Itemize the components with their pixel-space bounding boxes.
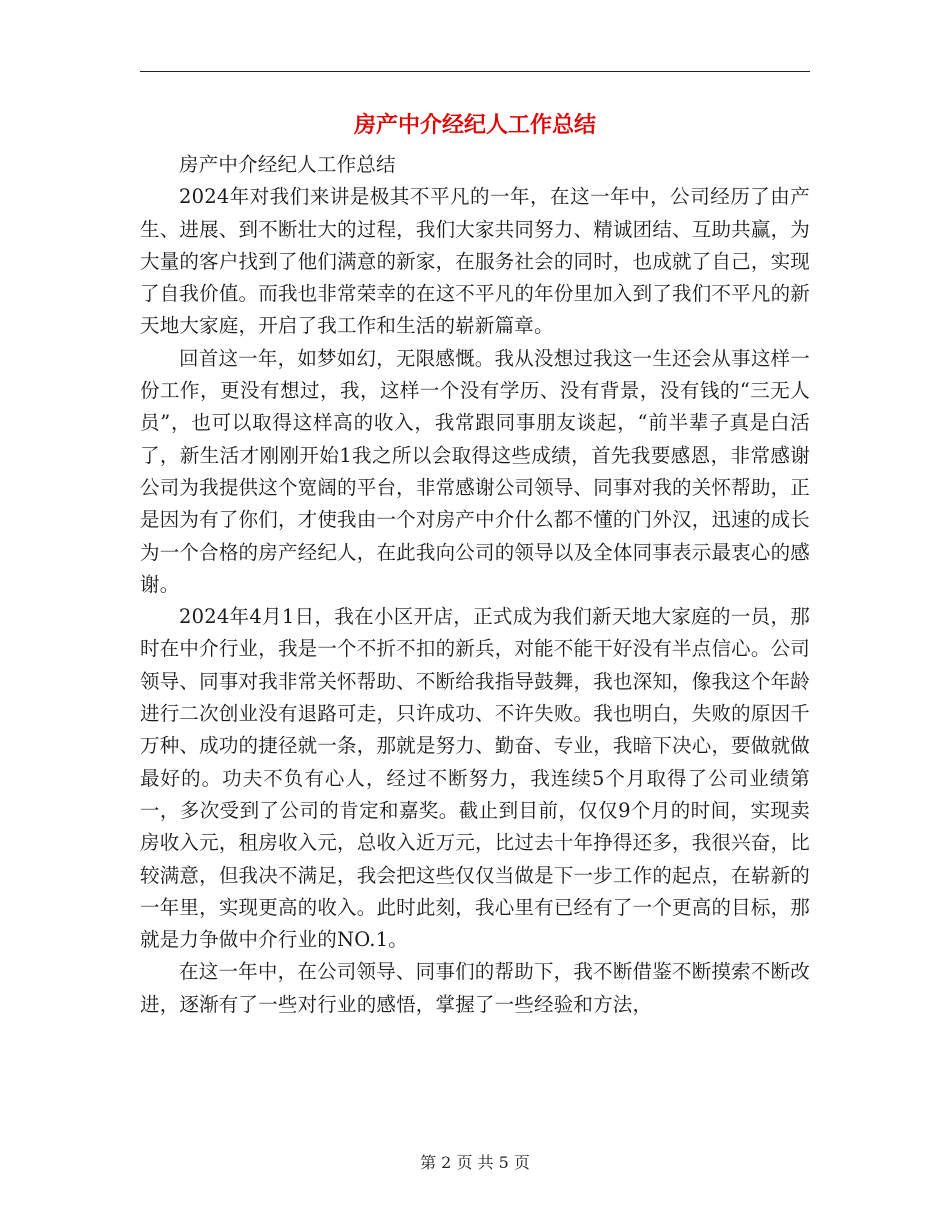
paragraph-subtitle: 房产中介经纪人工作总结	[179, 153, 396, 176]
document-body	[140, 149, 810, 1021]
document-title: 房产中介经纪人工作总结	[353, 112, 596, 138]
paragraph: 在这一年中，在公司领导、同事们的帮助下，我不断借鉴不断摸索不断改进，逐渐有了一些对行业的感悟，掌握了一些经验和方法，	[140, 960, 810, 1016]
paragraph: 2024年对我们来讲是极其不平凡的一年，在这一年中，公司经历了由产生、进展、到不断壮大的过程，我们大家共同努力、精诚团结、互助共赢，为大量的客户找到了他们满意的新家，在服务社会的同时，也成就了自己，实现了自我价值。而我也非常荣幸的在这不平凡的年份里加入到了我们不平凡的新天地大家庭，开启了我工作和生活的崭新篇章。	[140, 185, 810, 338]
header-rule	[140, 71, 810, 72]
paragraph: 2024年4月1日，我在小区开店，正式成为我们新天地大家庭的一员，那时在中介行业，我是一个不折不扣的新兵，对能不能干好没有半点信心。公司领导、同事对我非常关怀帮助、不断给我指导鼓舞，我也深知，像我这个年龄进行二次创业没有退路可走，只许成功、不许失败。我也明白，失败的原因千万种、成功的捷径就一条，那就是努力、勤奋、专业，我暗下决心，要做就做最好的。功夫不负有心人，经过不断努力，我连续5个月取得了公司业绩第一，多次受到了公司的肯定和嘉奖。截止到目前，仅仅9个月的时间，实现卖房收入元，租房收入元，总收入近万元，比过去十年挣得还多，我很兴奋，比较满意，但我决不满足，我会把这些仅仅当做是下一步工作的起点，在崭新的一年里，实现更高的收入。此时此刻，我心里有已经有了一个更高的目标，那就是力争做中介行业的NO.1。	[140, 605, 810, 952]
paragraph: 回首这一年，如梦如幻，无限感慨。我从没想过我这一生还会从事这样一份工作，更没有想过，我，这样一个没有学历、没有背景，没有钱的“三无人员”，也可以取得这样高的收入，我常跟同事朋友谈起，“前半辈子真是白活了，新生活才刚刚开始1我之所以会取得这些成绩，首先我要感恩，非常感谢公司为我提供这个宽阔的平台，非常感谢公司领导、同事对我的关怀帮助，正是因为有了你们，才使我由一个对房产中介什么都不懂的门外汉，迅速的成长为一个合格的房产经纪人，在此我向公司的领导以及全体同事表示最衷心的感谢。	[140, 346, 810, 596]
page-number: 第 2 页 共 5 页	[420, 1153, 530, 1172]
